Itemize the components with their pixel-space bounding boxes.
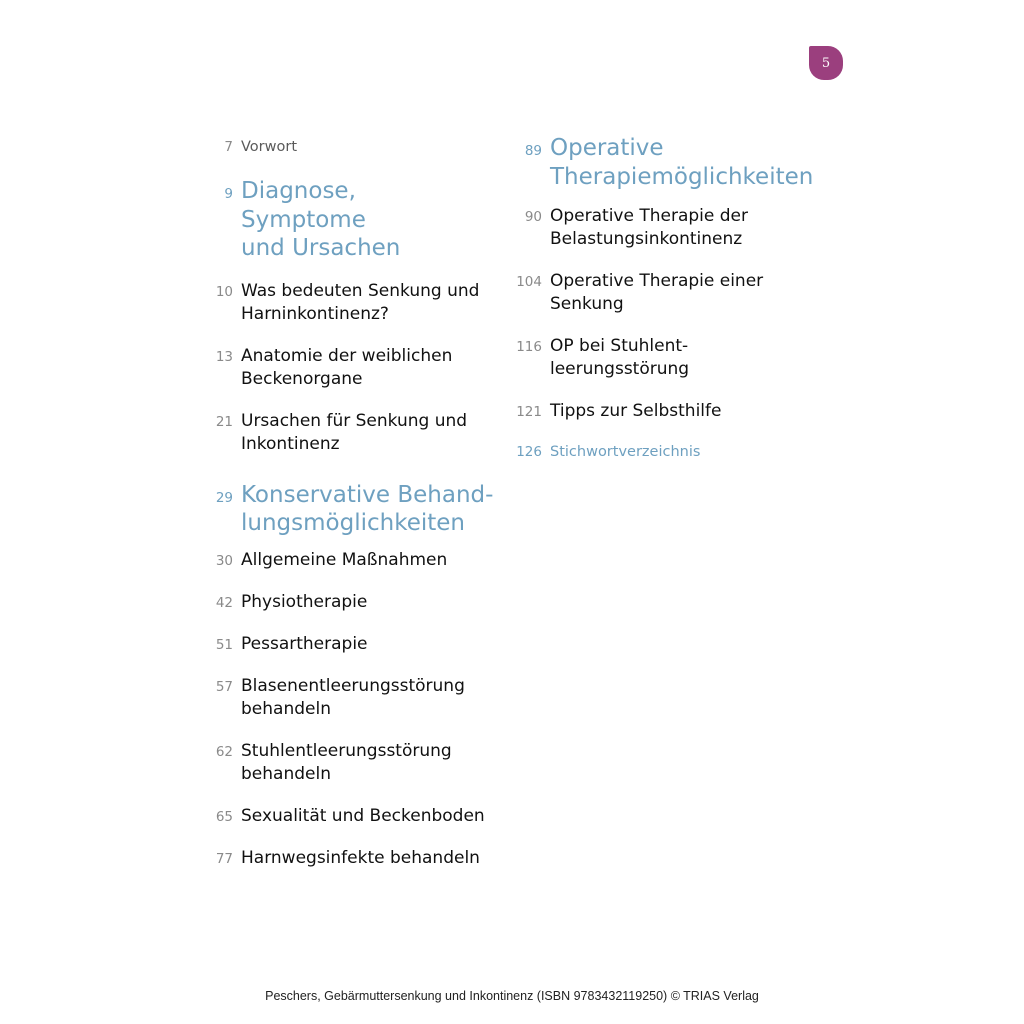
toc-page-number: 89 — [524, 143, 542, 159]
toc-title: Sexualität und Beckenboden — [241, 805, 485, 826]
toc-section-title: Operative Therapiemöglichkeiten — [550, 135, 814, 190]
toc-page-number: 30 — [215, 552, 233, 569]
toc-entry-chapter[interactable] — [510, 270, 830, 316]
toc-entry-chapter[interactable] — [200, 633, 500, 656]
toc-entry-vorwort[interactable] — [200, 137, 500, 157]
toc-page-number: 29 — [215, 489, 233, 506]
toc-entry-chapter[interactable] — [200, 549, 500, 572]
toc-page-number: 42 — [215, 594, 233, 611]
toc-title: Operative Therapie der Belastungsinkontinenz — [550, 206, 748, 249]
toc-page-number: 13 — [215, 348, 233, 365]
toc-page-number: 7 — [224, 139, 233, 155]
toc-title: Pessartherapie — [241, 633, 368, 654]
toc-page-number: 77 — [215, 850, 233, 867]
toc-title: Ursachen für Senkung und Inkontinenz — [241, 410, 468, 454]
toc-title: Harnwegsinfekte behandeln — [241, 847, 480, 868]
toc-entry-chapter[interactable] — [510, 400, 830, 423]
toc-right-column — [510, 134, 830, 462]
toc-section-title: Diagnose, Symptome und Ursachen — [241, 178, 401, 261]
toc-entry-chapter[interactable] — [200, 847, 500, 870]
toc-page-number: 126 — [516, 444, 542, 460]
toc-entry-chapter[interactable] — [510, 335, 830, 381]
toc-section-konservativ[interactable] — [200, 481, 500, 538]
toc-title: Physiotherapie — [241, 591, 368, 612]
toc-entry-chapter[interactable] — [200, 675, 500, 721]
toc-title: Was bedeuten Senkung und Harninkontinenz? — [241, 280, 480, 324]
toc-page-number: 116 — [516, 339, 542, 355]
toc-title: Operative Therapie einer Senkung — [550, 271, 764, 314]
toc-section-title: Konservative Behand- lungsmöglichkeiten — [241, 481, 494, 536]
toc-page-number: 51 — [215, 636, 233, 653]
toc-title: OP bei Stuhlent- leerungsstörung — [550, 336, 690, 379]
page-number-badge: 5 — [809, 46, 843, 80]
toc-left-column — [200, 137, 500, 870]
toc-section-diagnose[interactable] — [200, 177, 500, 263]
toc-title: Tipps zur Selbsthilfe — [550, 401, 722, 421]
toc-page-number: 57 — [215, 678, 233, 695]
toc-page-number: 121 — [516, 404, 542, 420]
toc-page-number: 10 — [215, 283, 233, 300]
toc-page-number: 62 — [215, 743, 233, 760]
toc-page-number: 104 — [516, 274, 542, 290]
toc-page-number: 21 — [215, 413, 233, 430]
toc-entry-chapter[interactable] — [200, 740, 500, 786]
toc-entry-chapter[interactable] — [510, 205, 830, 251]
toc-entry-chapter[interactable] — [200, 410, 500, 456]
toc-page-number: 90 — [524, 209, 542, 225]
toc-page-number: 9 — [224, 186, 233, 202]
toc-entry-chapter[interactable] — [200, 591, 500, 614]
toc-title: Blasenentleerungsstörung behandeln — [241, 675, 465, 719]
toc-entry-index[interactable] — [510, 442, 830, 462]
toc-title: Stuhlentleerungsstörung behandeln — [241, 740, 452, 784]
toc-title: Anatomie der weiblichen Beckenorgane — [241, 345, 453, 389]
toc-title: Allgemeine Maßnahmen — [241, 549, 448, 570]
toc-entry-chapter[interactable] — [200, 345, 500, 391]
toc-title: Vorwort — [241, 139, 298, 155]
toc-page-number: 65 — [215, 808, 233, 825]
toc-title: Stichwortverzeichnis — [550, 444, 701, 460]
toc-section-operativ[interactable] — [510, 134, 830, 191]
toc-entry-chapter[interactable] — [200, 805, 500, 828]
page-footer: Peschers, Gebärmuttersenkung und Inkontinenz (ISBN 9783432119250) © TRIAS Verlag — [265, 989, 759, 1003]
toc-entry-chapter[interactable] — [200, 280, 500, 326]
